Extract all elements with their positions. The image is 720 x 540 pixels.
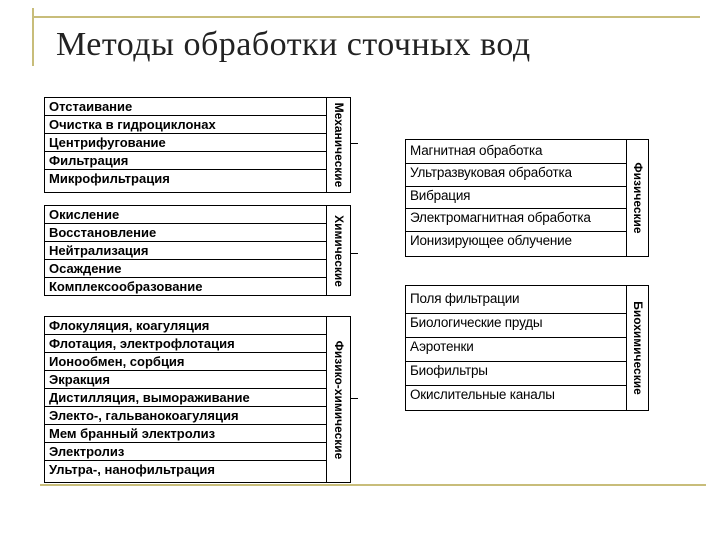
physchem-label: Физико-химические bbox=[331, 340, 346, 459]
mechanical-list bbox=[45, 98, 326, 192]
list-item: Ионизирующее облучение bbox=[410, 233, 572, 248]
chemical-label-box bbox=[326, 206, 350, 295]
physchem-label-box bbox=[326, 317, 350, 482]
chemical-list bbox=[45, 206, 326, 295]
decorative-top-line bbox=[32, 16, 700, 18]
biochemical-list bbox=[406, 286, 626, 410]
group-physchem bbox=[44, 316, 351, 483]
list-item: Экракция bbox=[45, 371, 326, 389]
list-item: Вибрация bbox=[406, 187, 626, 209]
biochemical-label: Биохимические bbox=[630, 301, 645, 395]
page-title: Методы обработки сточных вод bbox=[56, 26, 531, 63]
physical-list bbox=[406, 140, 626, 256]
list-item: Нейтрализация bbox=[45, 242, 326, 260]
list-item: Комплексообразование bbox=[49, 279, 203, 294]
list-item: Отстаивание bbox=[45, 98, 326, 116]
mechanical-label: Механические bbox=[331, 102, 346, 188]
group-physical bbox=[405, 139, 649, 257]
list-item: Флокуляция, коагуляция bbox=[45, 317, 326, 335]
list-item: Электролиз bbox=[45, 443, 326, 461]
list-item: Окисление bbox=[45, 206, 326, 224]
list-item: Мем бранный электролиз bbox=[45, 425, 326, 443]
group-biochemical bbox=[405, 285, 649, 411]
list-item: Ультра-, нанофильтрация bbox=[49, 462, 215, 477]
list-item: Магнитная обработка bbox=[406, 142, 626, 164]
list-item: Биофильтры bbox=[406, 362, 626, 386]
list-item: Ультразвуковая обработка bbox=[406, 164, 626, 187]
group-mechanical bbox=[44, 97, 351, 193]
biochemical-label-box bbox=[626, 286, 648, 410]
list-item: Дистилляция, вымораживание bbox=[45, 389, 326, 407]
list-item: Осаждение bbox=[45, 260, 326, 278]
list-item: Электромагнитная обработка bbox=[406, 209, 626, 232]
physical-label: Физические bbox=[630, 162, 645, 234]
list-item: Ионообмен, сорбция bbox=[45, 353, 326, 371]
physchem-list bbox=[45, 317, 326, 482]
mechanical-label-box bbox=[326, 98, 350, 192]
list-item: Фильтрация bbox=[45, 152, 326, 170]
list-item: Микрофильтрация bbox=[49, 171, 170, 186]
list-item: Очистка в гидроциклонах bbox=[45, 116, 326, 134]
list-item: Восстановление bbox=[45, 224, 326, 242]
connector-tick bbox=[351, 253, 358, 254]
list-item: Биологические пруды bbox=[406, 314, 626, 338]
list-item: Поля фильтрации bbox=[406, 290, 626, 314]
connector-tick bbox=[351, 398, 358, 399]
list-item: Флотация, электрофлотация bbox=[45, 335, 326, 353]
chemical-label: Химические bbox=[331, 214, 346, 287]
decorative-bottom-line bbox=[40, 484, 706, 486]
list-item: Центрифугование bbox=[45, 134, 326, 152]
connector-tick bbox=[351, 143, 358, 144]
group-chemical bbox=[44, 205, 351, 296]
decorative-left-line bbox=[32, 8, 34, 66]
list-item: Окислительные каналы bbox=[410, 387, 555, 402]
list-item: Аэротенки bbox=[406, 338, 626, 362]
physical-label-box bbox=[626, 140, 648, 256]
list-item: Электо-, гальванокоагуляция bbox=[45, 407, 326, 425]
